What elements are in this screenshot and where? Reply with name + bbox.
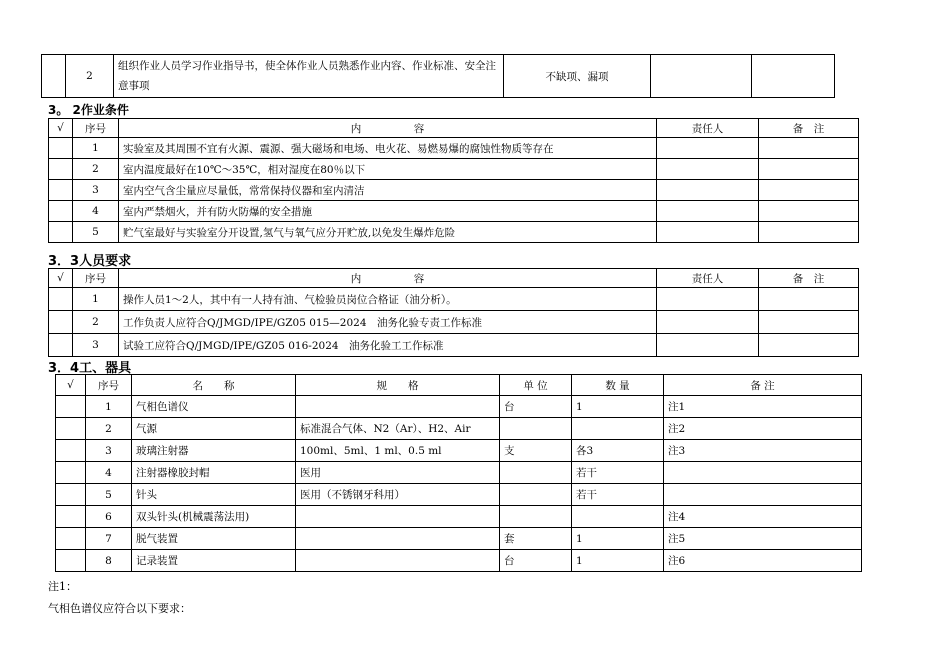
row-number: 3 bbox=[73, 180, 119, 201]
conditions-table bbox=[48, 118, 859, 243]
tool-name: 双头针头(机械震荡法用) bbox=[132, 506, 296, 528]
owner-cell[interactable] bbox=[651, 55, 752, 98]
header-content: 内 容 bbox=[119, 269, 657, 288]
tool-qty: 1 bbox=[572, 550, 664, 572]
remark-cell[interactable] bbox=[759, 138, 859, 159]
tool-unit bbox=[500, 418, 572, 440]
header-remark: 备 注 bbox=[759, 269, 859, 288]
row-number: 3 bbox=[86, 440, 132, 462]
header-check: √ bbox=[49, 269, 73, 288]
tool-unit: 台 bbox=[500, 396, 572, 418]
section-title-tools: 3．4工、器具 bbox=[48, 361, 132, 376]
section-title-personnel: 3．3人员要求 bbox=[48, 254, 132, 269]
tool-unit bbox=[500, 506, 572, 528]
row-number: 5 bbox=[86, 484, 132, 506]
check-cell[interactable] bbox=[49, 201, 73, 222]
header-qty: 数 量 bbox=[572, 375, 664, 396]
table-row bbox=[49, 288, 859, 311]
header-check: √ bbox=[56, 375, 86, 396]
row-number: 3 bbox=[73, 334, 119, 357]
tool-spec: 100ml、5ml、1 ml、0.5 ml bbox=[296, 440, 500, 462]
row-number: 7 bbox=[86, 528, 132, 550]
table-row bbox=[56, 484, 862, 506]
tool-qty: 若干 bbox=[572, 462, 664, 484]
tool-spec: 医用 bbox=[296, 462, 500, 484]
tool-spec bbox=[296, 550, 500, 572]
tool-qty bbox=[572, 506, 664, 528]
header-remark: 备 注 bbox=[759, 119, 859, 138]
tool-spec bbox=[296, 506, 500, 528]
check-cell[interactable] bbox=[49, 138, 73, 159]
tool-remark: 注1 bbox=[664, 396, 862, 418]
check-cell[interactable] bbox=[42, 55, 66, 98]
note-1-text: 气相色谱仪应符合以下要求： bbox=[48, 602, 191, 615]
tool-spec bbox=[296, 528, 500, 550]
owner-cell[interactable] bbox=[657, 180, 759, 201]
table-row bbox=[56, 418, 862, 440]
row-content: 室内温度最好在10℃～35℃，相对湿度在80％以下 bbox=[119, 159, 657, 180]
row-number: 2 bbox=[73, 159, 119, 180]
header-content: 内 容 bbox=[119, 119, 657, 138]
row-content: 室内严禁烟火，并有防火防爆的安全措施 bbox=[119, 201, 657, 222]
check-cell[interactable] bbox=[56, 528, 86, 550]
row-content: 工作负责人应符合Q/JMGD/IPE/GZ05 015—2024 油务化验专责工作标准 bbox=[119, 311, 657, 334]
check-cell[interactable] bbox=[49, 334, 73, 357]
table-row bbox=[56, 440, 862, 462]
note-1-label: 注1： bbox=[48, 580, 77, 593]
owner-cell[interactable] bbox=[657, 201, 759, 222]
check-cell[interactable] bbox=[56, 484, 86, 506]
table-row bbox=[56, 506, 862, 528]
tool-name: 玻璃注射器 bbox=[132, 440, 296, 462]
header-spec: 规 格 bbox=[296, 375, 500, 396]
tool-qty: 若干 bbox=[572, 484, 664, 506]
table-row bbox=[49, 180, 859, 201]
tool-unit: 台 bbox=[500, 550, 572, 572]
table-row bbox=[49, 334, 859, 357]
remark-cell[interactable] bbox=[759, 159, 859, 180]
row-content: 操作人员1～2人，其中有一人持有油、气检验员岗位合格证（油分析）。 bbox=[119, 288, 657, 311]
check-cell[interactable] bbox=[49, 222, 73, 243]
row-content: 室内空气含尘量应尽量低，常常保持仪器和室内清洁 bbox=[119, 180, 657, 201]
table-row bbox=[49, 222, 859, 243]
owner-cell[interactable] bbox=[657, 288, 759, 311]
header-no: 序号 bbox=[73, 119, 119, 138]
check-cell[interactable] bbox=[56, 550, 86, 572]
table-row bbox=[56, 528, 862, 550]
tool-name: 针头 bbox=[132, 484, 296, 506]
section-title-conditions: 3。 2作业条件 bbox=[48, 103, 129, 117]
row-number: 4 bbox=[73, 201, 119, 222]
tool-qty bbox=[572, 418, 664, 440]
remark-cell[interactable] bbox=[759, 311, 859, 334]
check-cell[interactable] bbox=[56, 506, 86, 528]
tool-qty: 各3 bbox=[572, 440, 664, 462]
tool-spec: 标准混合气体、N2（Ar）、H2、Air bbox=[296, 418, 500, 440]
remark-cell[interactable] bbox=[759, 201, 859, 222]
tool-remark bbox=[664, 462, 862, 484]
tool-remark: 注3 bbox=[664, 440, 862, 462]
tool-name: 脱气装置 bbox=[132, 528, 296, 550]
check-cell[interactable] bbox=[56, 418, 86, 440]
check-cell[interactable] bbox=[49, 180, 73, 201]
tools-table bbox=[55, 374, 862, 572]
remark-cell[interactable] bbox=[759, 180, 859, 201]
tool-unit bbox=[500, 484, 572, 506]
row-number: 2 bbox=[86, 418, 132, 440]
tool-qty: 1 bbox=[572, 528, 664, 550]
check-cell[interactable] bbox=[56, 462, 86, 484]
owner-cell[interactable] bbox=[657, 222, 759, 243]
header-owner: 责任人 bbox=[657, 269, 759, 288]
tool-name: 记录装置 bbox=[132, 550, 296, 572]
check-cell[interactable] bbox=[56, 440, 86, 462]
tool-remark: 注2 bbox=[664, 418, 862, 440]
tool-qty: 1 bbox=[572, 396, 664, 418]
tool-remark: 注6 bbox=[664, 550, 862, 572]
row-content: 贮气室最好与实验室分开设置,氢气与氧气应分开贮放,以免发生爆炸危险 bbox=[119, 222, 657, 243]
tool-remark: 注4 bbox=[664, 506, 862, 528]
remark-cell[interactable] bbox=[759, 288, 859, 311]
tool-remark bbox=[664, 484, 862, 506]
check-cell[interactable] bbox=[56, 396, 86, 418]
header-no: 序号 bbox=[86, 375, 132, 396]
row-number: 8 bbox=[86, 550, 132, 572]
owner-cell[interactable] bbox=[657, 138, 759, 159]
header-check: √ bbox=[49, 119, 73, 138]
row-number: 2 bbox=[73, 311, 119, 334]
row-criteria: 不缺项、漏项 bbox=[504, 55, 651, 98]
tool-unit bbox=[500, 462, 572, 484]
remark-cell[interactable] bbox=[752, 55, 835, 98]
owner-cell[interactable] bbox=[657, 311, 759, 334]
header-no: 序号 bbox=[73, 269, 119, 288]
personnel-table bbox=[48, 268, 859, 357]
check-cell[interactable] bbox=[49, 288, 73, 311]
row-number: 1 bbox=[73, 288, 119, 311]
top-continuation-table bbox=[41, 54, 835, 98]
check-cell[interactable] bbox=[49, 159, 73, 180]
tool-name: 气相色谱仪 bbox=[132, 396, 296, 418]
owner-cell[interactable] bbox=[657, 159, 759, 180]
header-name: 名 称 bbox=[132, 375, 296, 396]
tool-unit: 支 bbox=[500, 440, 572, 462]
remark-cell[interactable] bbox=[759, 222, 859, 243]
table-row bbox=[56, 462, 862, 484]
row-number: 6 bbox=[86, 506, 132, 528]
row-content: 组织作业人员学习作业指导书，使全体作业人员熟悉作业内容、作业标准、安全注意事项 bbox=[114, 55, 504, 98]
table-row bbox=[49, 159, 859, 180]
check-cell[interactable] bbox=[49, 311, 73, 334]
tool-remark: 注5 bbox=[664, 528, 862, 550]
row-number: 2 bbox=[66, 55, 114, 98]
row-number: 1 bbox=[73, 138, 119, 159]
header-remark: 备 注 bbox=[664, 375, 862, 396]
tool-spec bbox=[296, 396, 500, 418]
remark-cell[interactable] bbox=[759, 334, 859, 357]
table-row bbox=[56, 550, 862, 572]
row-number: 5 bbox=[73, 222, 119, 243]
tool-spec: 医用（不锈钢牙科用） bbox=[296, 484, 500, 506]
table-row bbox=[49, 201, 859, 222]
table-row bbox=[49, 138, 859, 159]
row-number: 1 bbox=[86, 396, 132, 418]
table-row bbox=[56, 396, 862, 418]
table-row bbox=[49, 311, 859, 334]
owner-cell[interactable] bbox=[657, 334, 759, 357]
row-content: 实验室及其周围不宜有火源、震源、强大磁场和电场、电火花、易燃易爆的腐蚀性物质等存在 bbox=[119, 138, 657, 159]
tool-unit: 套 bbox=[500, 528, 572, 550]
row-content: 试验工应符合Q/JMGD/IPE/GZ05 016-2024 油务化验工工作标准 bbox=[119, 334, 657, 357]
tool-name: 注射器橡胶封帽 bbox=[132, 462, 296, 484]
header-unit: 单 位 bbox=[500, 375, 572, 396]
header-owner: 责任人 bbox=[657, 119, 759, 138]
row-number: 4 bbox=[86, 462, 132, 484]
tool-name: 气源 bbox=[132, 418, 296, 440]
